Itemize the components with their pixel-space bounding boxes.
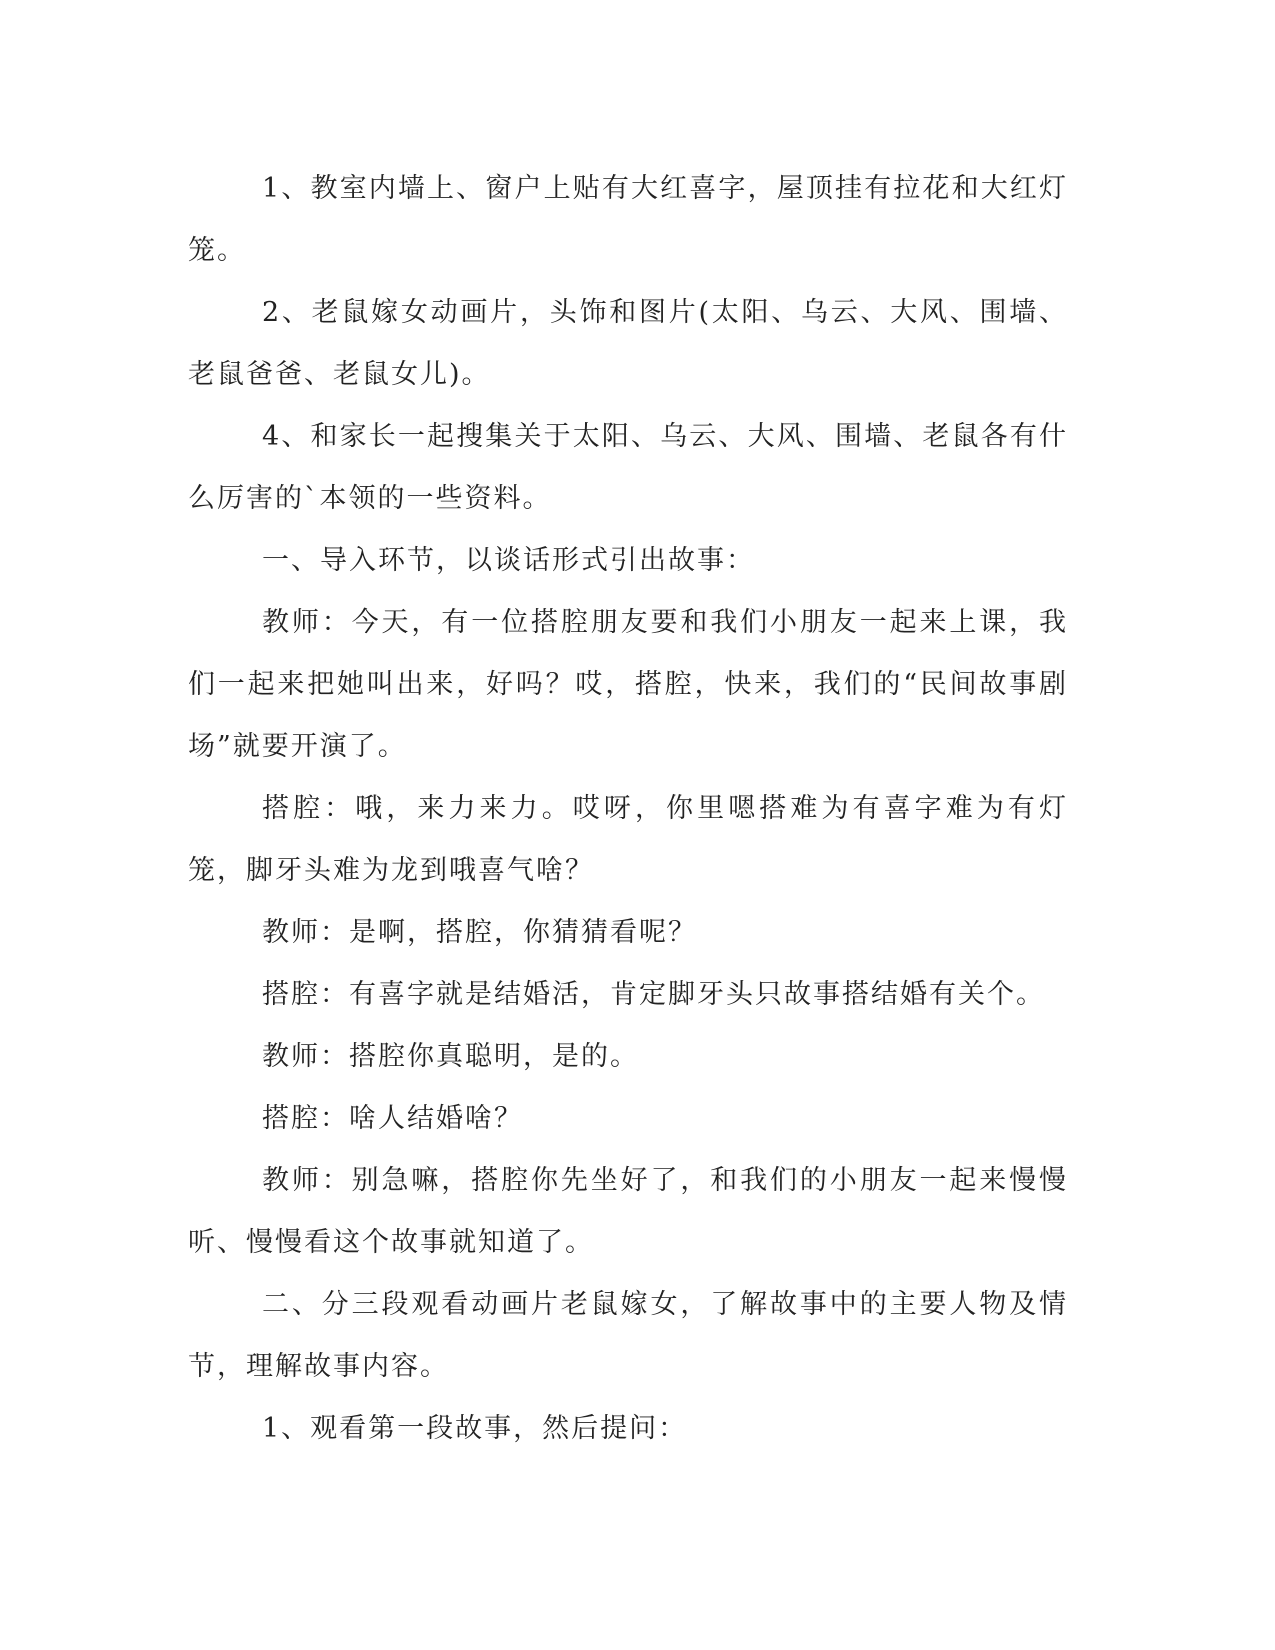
paragraph-section-two-heading: 二、分三段观看动画片老鼠嫁女，了解故事中的主要人物及情节，理解故事内容。	[188, 1289, 1068, 1382]
paragraph-teacher-question-1: 教师：是啊，搭腔，你猜猜看呢？	[262, 917, 697, 948]
paragraph-dagiang-reply-2: 搭腔：有喜字就是结婚活，肯定脚牙头只故事搭结婚有关个。	[262, 979, 1045, 1010]
paragraph-decoration: 1、教室内墙上、窗户上贴有大红喜字，屋顶挂有拉花和大红灯笼。	[188, 173, 1068, 266]
paragraph-parent-research: 4、和家长一起搜集关于太阳、乌云、大风、围墙、老鼠各有什么厉害的`本领的一些资料。	[188, 421, 1068, 514]
paragraph-teacher-praise: 教师：搭腔你真聪明，是的。	[262, 1041, 639, 1072]
paragraph-watch-first-segment: 1、观看第一段故事，然后提问：	[262, 1413, 688, 1444]
paragraph-dagiang-question: 搭腔：啥人结婚啥？	[262, 1103, 523, 1134]
paragraph-dagiang-reply-1: 搭腔：哦，来力来力。哎呀，你里嗯搭难为有喜字难为有灯笼，脚牙头难为龙到哦喜气啥？	[188, 793, 1068, 886]
paragraph-materials: 2、老鼠嫁女动画片，头饰和图片(太阳、乌云、大风、围墙、老鼠爸爸、老鼠女儿)。	[188, 297, 1068, 390]
document-body	[188, 158, 1068, 1460]
paragraph-teacher-reply: 教师：别急嘛，搭腔你先坐好了，和我们的小朋友一起来慢慢听、慢慢看这个故事就知道了。	[188, 1165, 1068, 1258]
paragraph-section-one-heading: 一、导入环节，以谈话形式引出故事：	[262, 545, 755, 576]
paragraph-teacher-intro: 教师：今天，有一位搭腔朋友要和我们小朋友一起来上课，我们一起来把她叫出来，好吗？哎，搭腔，快来，我们的“民间故事剧场”就要开演了。	[188, 607, 1068, 762]
